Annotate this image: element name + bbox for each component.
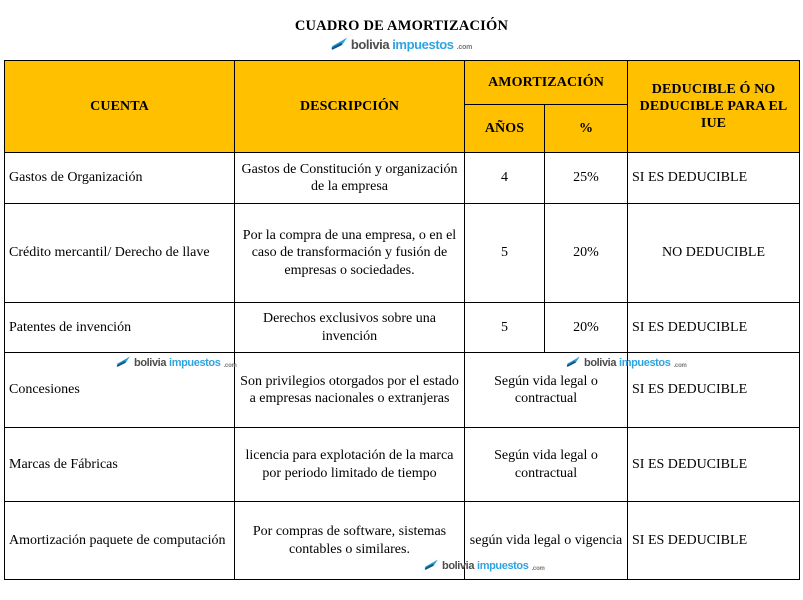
logo-text-impuestos: impuestos (477, 559, 529, 572)
cell-anos: 5 (465, 204, 545, 303)
cell-anos: 5 (465, 303, 545, 353)
logo-text-bolivia: bolivia (442, 559, 475, 572)
cell-descripcion: Por la compra de una empresa, o en el caso de transformación y fusión de empresas o sociedades. (235, 204, 465, 303)
cell-porcentaje: 20% (545, 204, 628, 303)
cell-amortizacion-merged: Según vida legal o contractual (465, 428, 628, 502)
logo-text-bolivia: bolivia (584, 356, 617, 369)
cell-descripcion: licencia para explotación de la marca por periodo limitado de tiempo (235, 428, 465, 502)
cell-cuenta: Concesiones (5, 353, 235, 428)
amortization-table (4, 60, 800, 580)
cell-amortizacion-merged: Según vida legal o contractual (465, 353, 628, 428)
cell-deducible: SI ES DEDUCIBLE (628, 353, 800, 428)
book-swoosh-icon (331, 37, 348, 52)
table-row (5, 303, 800, 353)
logo-text-com: .com (223, 363, 237, 369)
table-header (5, 61, 800, 153)
cell-deducible: SI ES DEDUCIBLE (628, 502, 800, 580)
page-title: CUADRO DE AMORTIZACIÓN (294, 18, 509, 34)
logo-text-impuestos: impuestos (169, 356, 221, 369)
column-header-amortizacion: AMORTIZACIÓN (465, 61, 628, 105)
column-header-descripcion: DESCRIPCIÓN (235, 61, 465, 153)
cell-descripcion: Gastos de Constitución y organización de la empresa (235, 153, 465, 204)
brand-logo-header (0, 37, 803, 55)
column-header-anos: AÑOS (465, 105, 545, 153)
cell-descripcion: Son privilegios otorgados por el estado a empresas nacionales o extranjeras (235, 353, 465, 428)
cell-deducible: NO DEDUCIBLE (628, 204, 800, 303)
column-header-deducible: DEDUCIBLE Ó NO DEDUCIBLE PARA EL IUE (628, 61, 800, 153)
cell-amortizacion-merged: según vida legal o vigencia (465, 502, 628, 580)
cell-descripcion: Por compras de software, sistemas contables o similares. (235, 502, 465, 580)
logo-text-impuestos: impuestos (392, 37, 454, 52)
logo-text-bolivia: bolivia (350, 37, 390, 52)
table-body (5, 153, 800, 580)
cell-cuenta: Crédito mercantil/ Derecho de llave (5, 204, 235, 303)
table-row (5, 502, 800, 580)
cell-porcentaje: 20% (545, 303, 628, 353)
column-header-porcentaje: % (545, 105, 628, 153)
cell-descripcion: Derechos exclusivos sobre una invención (235, 303, 465, 353)
cell-cuenta: Amortización paquete de computación (5, 502, 235, 580)
table-row (5, 153, 800, 204)
table-row (5, 428, 800, 502)
cell-porcentaje: 25% (545, 153, 628, 204)
logo-text-impuestos: impuestos (619, 356, 671, 369)
table-row (5, 353, 800, 428)
logo-text-com: .com (456, 44, 473, 51)
cell-cuenta: Marcas de Fábricas (5, 428, 235, 502)
logo-text-com: .com (531, 566, 545, 572)
cell-deducible: SI ES DEDUCIBLE (628, 303, 800, 353)
table-row (5, 204, 800, 303)
column-header-cuenta: CUENTA (5, 61, 235, 153)
table-header-row-1 (5, 61, 800, 105)
logo-text-com: .com (673, 363, 687, 369)
cell-cuenta: Gastos de Organización (5, 153, 235, 204)
cell-deducible: SI ES DEDUCIBLE (628, 428, 800, 502)
cell-deducible: SI ES DEDUCIBLE (628, 153, 800, 204)
cell-anos: 4 (465, 153, 545, 204)
logo-text-bolivia: bolivia (134, 356, 167, 369)
cell-cuenta: Patentes de invención (5, 303, 235, 353)
